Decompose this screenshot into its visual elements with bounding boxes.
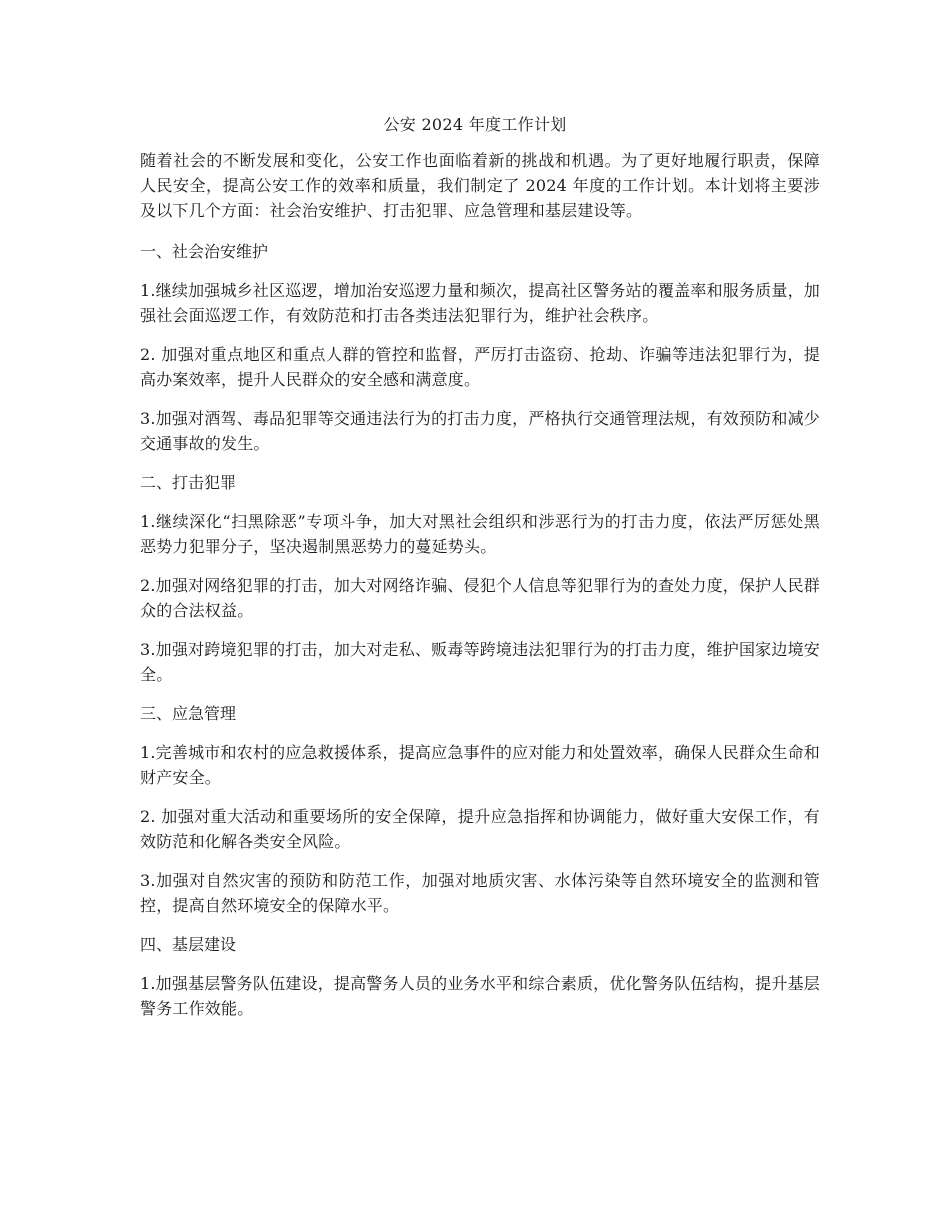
section-item: 2.加强对网络犯罪的打击，加大对网络诈骗、侵犯个人信息等犯罪行为的查处力度，保护人民群众的合法权益。 xyxy=(140,576,820,620)
section-heading: 一、社会治安维护 xyxy=(140,242,269,261)
section-item: 1.继续深化“扫黑除恶”专项斗争，加大对黑社会组织和涉恶行为的打击力度，依法严厉惩处黑恶势力犯罪分子，坚决遏制黑恶势力的蔓延势头。 xyxy=(140,512,820,556)
section-grassroots-construction xyxy=(140,932,820,1021)
section-item: 2. 加强对重大活动和重要场所的安全保障，提升应急指挥和协调能力，做好重大安保工作，有效防范和化解各类安全风险。 xyxy=(140,807,820,851)
section-public-order xyxy=(140,239,820,456)
section-heading: 三、应急管理 xyxy=(140,704,237,723)
section-emergency-management xyxy=(140,701,820,918)
section-item: 1.加强基层警务队伍建设，提高警务人员的业务水平和综合素质，优化警务队伍结构，提升基层警务工作效能。 xyxy=(140,974,820,1018)
section-item: 1.继续加强城乡社区巡逻，增加治安巡逻力量和频次，提高社区警务站的覆盖率和服务质量，加强社会面巡逻工作，有效防范和打击各类违法犯罪行为，维护社会秩序。 xyxy=(140,281,820,325)
section-heading: 四、基层建设 xyxy=(140,935,237,954)
intro-paragraph: 随着社会的不断发展和变化，公安工作也面临着新的挑战和机遇。为了更好地履行职责，保障人民安全，提高公安工作的效率和质量，我们制定了 2024 年度的工作计划。本计划将主要涉及以下几个方面：社会治安维护、打击犯罪、应急管理和基层建设等。 xyxy=(140,151,820,220)
section-item: 1.完善城市和农村的应急救援体系，提高应急事件的应对能力和处置效率，确保人民群众生命和财产安全。 xyxy=(140,743,820,787)
section-item: 3.加强对酒驾、毒品犯罪等交通违法行为的打击力度，严格执行交通管理法规，有效预防和减少交通事故的发生。 xyxy=(140,409,820,453)
section-heading: 二、打击犯罪 xyxy=(140,473,237,492)
document-title: 公安 2024 年度工作计划 xyxy=(383,115,567,134)
section-item: 2. 加强对重点地区和重点人群的管控和监督，严厉打击盗窃、抢劫、诈骗等违法犯罪行为，提高办案效率，提升人民群众的安全感和满意度。 xyxy=(140,345,820,389)
section-item: 3.加强对跨境犯罪的打击，加大对走私、贩毒等跨境违法犯罪行为的打击力度，维护国家边境安全。 xyxy=(140,640,820,684)
section-crime-fighting xyxy=(140,470,820,687)
document-body xyxy=(140,148,820,1035)
section-item: 3.加强对自然灾害的预防和防范工作，加强对地质灾害、水体污染等自然环境安全的监测和管控，提高自然环境安全的保障水平。 xyxy=(140,871,820,915)
